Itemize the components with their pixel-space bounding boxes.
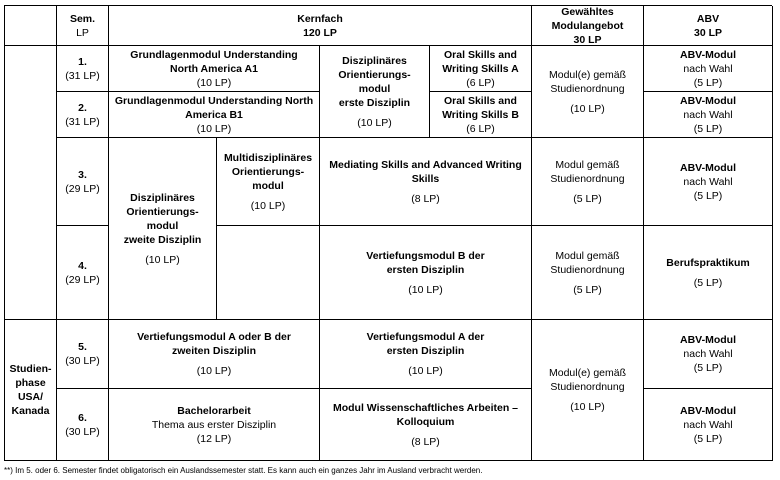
module-oral-skills-b: Oral Skills and Writing Skills B (6 LP)	[430, 92, 532, 138]
module-bachelorarbeit: Bachelorarbeit Thema aus erster Disziplin (12 LP)	[109, 389, 320, 461]
module-multidisziplinaeres-orientierung: Multidisziplinäres Orientierungs- modul (10 LP)	[217, 138, 320, 226]
module-grundlagen-a1: Grundlagenmodul Understanding North America A1 (10 LP)	[109, 46, 320, 92]
gewaehlt-semester-1-2: Modul(e) gemäß Studienordnung (10 LP)	[532, 46, 644, 138]
semester-2: 2. (31 LP)	[57, 92, 109, 138]
gewaehlt-semester-3: Modul gemäß Studienordnung (5 LP)	[532, 138, 644, 226]
header-abv: ABV 30 LP	[644, 6, 773, 46]
phase-empty-cell	[5, 46, 57, 320]
corner-cell	[5, 6, 57, 46]
header-gewaehltes-modulangebot: Gewähltes Modulangebot 30 LP	[532, 6, 644, 46]
semester-5: 5. (30 LP)	[57, 320, 109, 389]
abv-berufspraktikum: Berufspraktikum (5 LP)	[644, 226, 773, 320]
header-kernfach: Kernfach 120 LP	[109, 6, 532, 46]
module-mediating-skills: Mediating Skills and Advanced Writing Skills (8 LP)	[320, 138, 532, 226]
module-oral-skills-a: Oral Skills and Writing Skills A (6 LP)	[430, 46, 532, 92]
module-vertiefung-a-erste: Vertiefungsmodul A der ersten Disziplin (10 LP)	[320, 320, 532, 389]
studienphase-usa-kanada: Studien- phase USA/ Kanada	[5, 320, 57, 461]
abv-semester-1: ABV-Modul nach Wahl (5 LP)	[644, 46, 773, 92]
abv-semester-5: ABV-Modul nach Wahl (5 LP)	[644, 320, 773, 389]
semester-1: 1. (31 LP)	[57, 46, 109, 92]
module-disziplinaeres-orientierung-2: Disziplinäres Orientierungs- modul zweite Disziplin (10 LP)	[109, 138, 217, 320]
module-vertiefung-ab-zweite: Vertiefungsmodul A oder B der zweiten Disziplin (10 LP)	[109, 320, 320, 389]
header-semester: Sem. LP	[57, 6, 109, 46]
footnote: **) Im 5. oder 6. Semester findet obligatorisch ein Auslandssemester statt. Es kann auch ein ganzes Jahr im Ausland verbracht werden.	[4, 466, 483, 475]
gewaehlt-semester-5-6: Modul(e) gemäß Studienordnung (10 LP)	[532, 320, 644, 461]
abv-semester-2: ABV-Modul nach Wahl (5 LP)	[644, 92, 773, 138]
abv-semester-3: ABV-Modul nach Wahl (5 LP)	[644, 138, 773, 226]
semester-3: 3. (29 LP)	[57, 138, 109, 226]
study-plan-table	[4, 5, 772, 461]
module-grundlagen-b1: Grundlagenmodul Understanding North America B1 (10 LP)	[109, 92, 320, 138]
gewaehlt-semester-4: Modul gemäß Studienordnung (5 LP)	[532, 226, 644, 320]
semester-6: 6. (30 LP)	[57, 389, 109, 461]
abv-semester-6: ABV-Modul nach Wahl (5 LP)	[644, 389, 773, 461]
module-vertiefung-b-erste: Vertiefungsmodul B der ersten Disziplin (10 LP)	[320, 226, 532, 320]
empty-cell-semester-4	[217, 226, 320, 320]
module-wissenschaftliches-arbeiten: Modul Wissenschaftliches Arbeiten – Kolloquium (8 LP)	[320, 389, 532, 461]
module-disziplinaeres-orientierung-1: Disziplinäres Orientierungs- modul erste Disziplin (10 LP)	[320, 46, 430, 138]
semester-4: 4. (29 LP)	[57, 226, 109, 320]
